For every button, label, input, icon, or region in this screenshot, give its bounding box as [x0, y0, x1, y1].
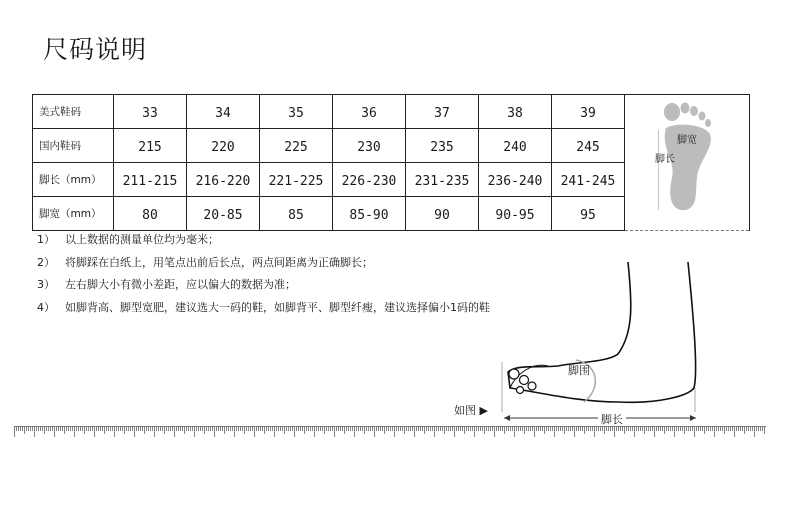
table-cell: 90-95 [479, 197, 552, 231]
table-cell: 39 [552, 95, 625, 129]
table-cell: 220 [187, 129, 260, 163]
table-cell: 37 [406, 95, 479, 129]
table-cell: 230 [333, 129, 406, 163]
foot-diagram-cell [625, 95, 750, 231]
table-cell: 231-235 [406, 163, 479, 197]
foot-length-label: 脚长 [655, 154, 675, 165]
page-title: 尺码说明 [43, 35, 148, 64]
table-cell: 85-90 [333, 197, 406, 231]
table-cell: 95 [552, 197, 625, 231]
note-item [37, 274, 490, 297]
ruler [14, 426, 766, 438]
table-cell: 221-225 [260, 163, 333, 197]
table-cell: 36 [333, 95, 406, 129]
notes-list [37, 229, 490, 319]
size-table [32, 94, 750, 231]
table-cell: 235 [406, 129, 479, 163]
foot-width-label: 脚宽 [677, 135, 697, 146]
table-row [33, 95, 750, 129]
note-text: 如脚背高、脚型宽肥，建议选大一码的鞋，如脚背平、脚型纤瘦，建议选择偏小1码的鞋 [65, 300, 490, 314]
table-cell: 35 [260, 95, 333, 129]
table-cell: 85 [260, 197, 333, 231]
table-cell: 80 [114, 197, 187, 231]
foot-side-illustration [498, 262, 708, 412]
table-cell: 211-215 [114, 163, 187, 197]
table-cell: 236-240 [479, 163, 552, 197]
table-cell: 240 [479, 129, 552, 163]
row-label: 脚长（mm） [33, 163, 114, 197]
table-cell: 216-220 [187, 163, 260, 197]
note-number: 2） [37, 255, 55, 269]
note-number: 4） [37, 300, 55, 314]
note-item [37, 229, 490, 252]
table-cell: 34 [187, 95, 260, 129]
table-cell: 225 [260, 129, 333, 163]
table-cell: 215 [114, 129, 187, 163]
note-item [37, 252, 490, 275]
table-cell: 241-245 [552, 163, 625, 197]
note-text: 以上数据的测量单位均为毫米； [65, 233, 219, 246]
length-label: 脚长 [598, 411, 626, 427]
row-label: 脚宽（mm） [33, 197, 114, 231]
table-cell: 90 [406, 197, 479, 231]
table-cell: 38 [479, 95, 552, 129]
girth-label: 脚围 [568, 364, 590, 377]
table-cell: 20-85 [187, 197, 260, 231]
table-cell: 245 [552, 129, 625, 163]
note-item [37, 297, 490, 320]
table-cell: 33 [114, 95, 187, 129]
note-number: 1） [37, 233, 55, 246]
table-cell: 226-230 [333, 163, 406, 197]
note-text: 左右脚大小有微小差距，应以偏大的数据为准； [65, 278, 296, 291]
note-number: 3） [37, 278, 55, 291]
row-label: 国内鞋码 [33, 129, 114, 163]
note-text: 将脚踩在白纸上，用笔点出前后长点，两点间距离为正确脚长； [65, 255, 373, 269]
row-label: 美式鞋码 [33, 95, 114, 129]
pointer-label: 如图 ▶ [454, 404, 488, 417]
